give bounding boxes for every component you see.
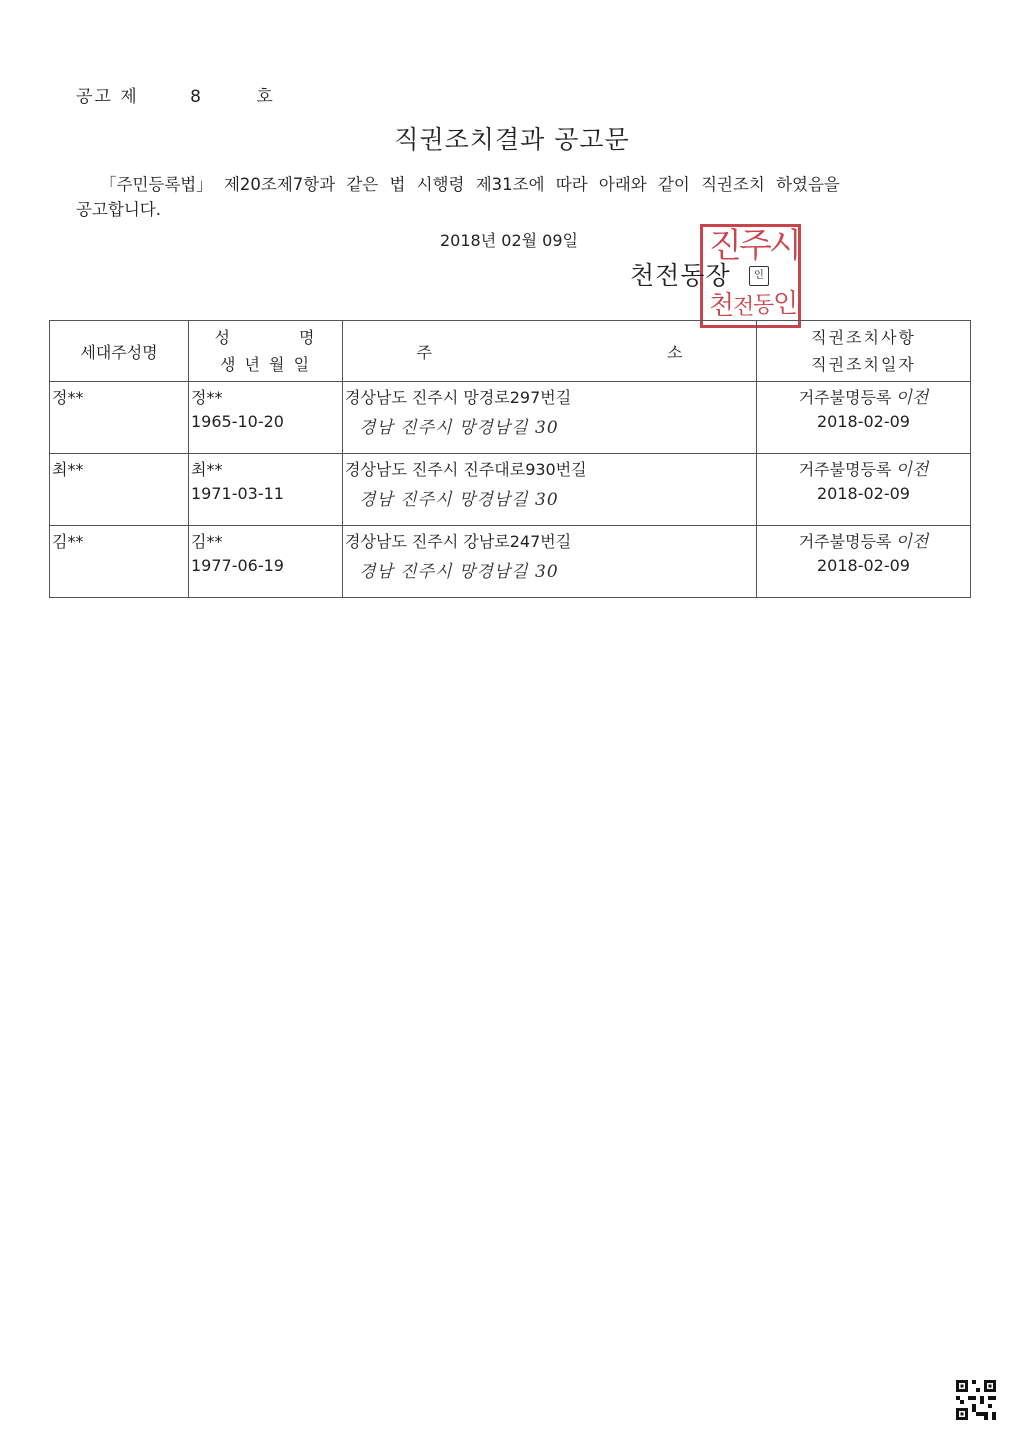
address-value: 경상남도 진주시 망경로297번길 [345,388,572,407]
action-table [49,320,971,598]
action-value: 거주불명등록 [798,460,892,479]
action-cell [757,382,970,438]
document-title: 직권조치결과 공고문 [394,125,630,154]
official-seal: 진 주 시 천 전 동 인 [700,224,801,328]
address-value: 경상남도 진주시 강남로247번길 [345,532,572,551]
table-row [50,382,971,454]
header-address: 주 소 [343,321,757,382]
header-name-birth [189,321,343,382]
action-cell [757,454,970,510]
notice-number [76,82,275,107]
name-cell [189,526,342,582]
birth-value: 1971-03-11 [191,484,284,503]
notice-body-line2: 공고합니다. [76,200,161,219]
table-header-row [50,321,971,382]
qr-code-icon [956,1380,996,1420]
householder-cell: 최** [52,460,84,479]
householder-cell: 김** [52,532,84,551]
birth-value: 1965-10-20 [191,412,284,431]
header-birth: 생 년 월 일 [219,355,312,374]
handwritten-action: 이전 [895,388,929,408]
handwritten-address: 경남 진주시 망경남길 30 [359,418,559,438]
handwritten-address: 경남 진주시 망경남길 30 [359,562,559,582]
address-cell [343,526,756,588]
header-householder: 세대주성명 [50,321,189,382]
name-value: 김** [191,532,223,551]
seal-mark: 인 [749,266,769,286]
action-date-value: 2018-02-09 [817,556,910,575]
notice-body [76,172,956,222]
issuer-name: 천전동장 [630,261,731,290]
action-value: 거주불명등록 [798,388,892,407]
header-action-item: 직권조치사항 [811,328,916,347]
handwritten-address: 경남 진주시 망경남길 30 [359,490,559,510]
notice-body-line1: 「주민등록법」 제20조제7항과 같은 법 시행령 제31조에 따라 아래와 같이 직권조치 하였음을 [100,175,840,194]
header-action-date: 직권조치일자 [811,355,916,374]
notice-number-value: 8 [190,87,203,107]
table-row [50,454,971,526]
name-value: 정** [191,388,223,407]
header-action [757,321,971,382]
address-value: 경상남도 진주시 진주대로930번길 [345,460,587,479]
action-date-value: 2018-02-09 [817,484,910,503]
handwritten-action: 이전 [895,532,929,552]
action-date-value: 2018-02-09 [817,412,910,431]
header-name: 성 명 [214,328,317,347]
notice-label: 공고 제 [76,87,139,107]
name-cell [189,382,342,438]
address-cell [343,454,756,516]
birth-value: 1977-06-19 [191,556,284,575]
notice-suffix: 호 [256,87,275,107]
notice-date: 2018년 02월 09일 [440,231,578,250]
address-cell [343,382,756,444]
table-row [50,526,971,598]
action-value: 거주불명등록 [798,532,892,551]
action-cell [757,526,970,582]
handwritten-action: 이전 [895,460,929,480]
name-value: 최** [191,460,223,479]
name-cell [189,454,342,510]
householder-cell: 정** [52,388,84,407]
